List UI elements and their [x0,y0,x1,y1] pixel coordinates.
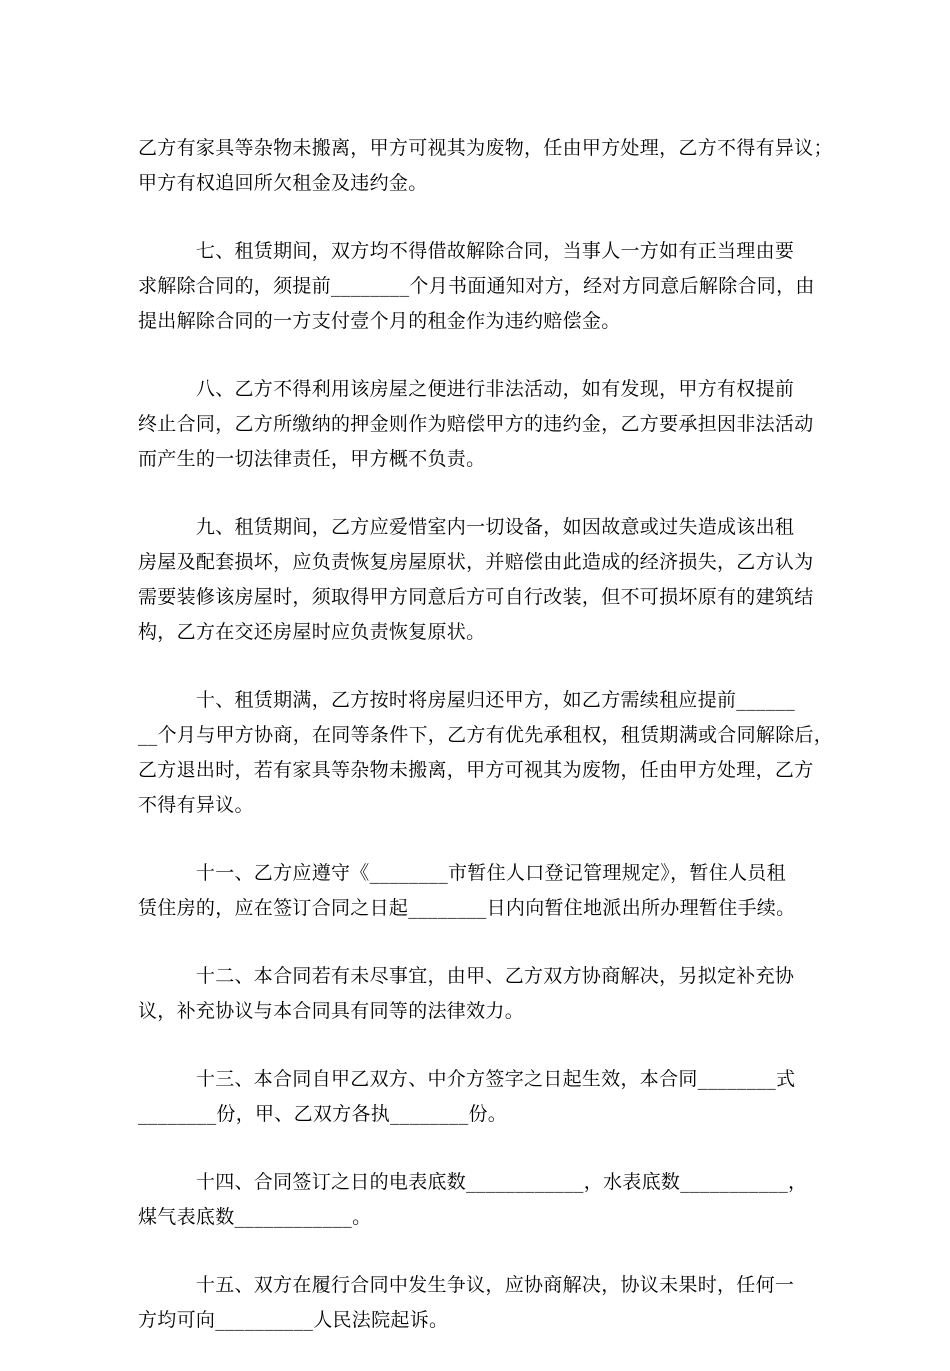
paragraph-continuation [138,131,833,201]
text-line: 八、乙方不得利用该房屋之便进行非法活动，如有发现，甲方有权提前 [138,378,795,400]
text-line: 十、租赁期满，乙方按时将房屋归还甲方，如乙方需续租应提前______ [138,689,796,711]
text-line: 七、租赁期间，双方均不得借故解除合同，当事人一方如有正当理由要 [138,240,795,262]
clause-11 [138,856,828,926]
text-line: 乙方有家具等杂物未搬离，甲方可视其为废物，任由甲方处理，乙方不得有异议； [138,137,833,159]
clause-12 [138,959,828,1029]
text-line: 十一、乙方应遵守《________市暂住人口登记管理规定》，暂住人员租 [138,862,786,884]
text-line: 议，补充协议与本合同具有同等的法律效力。 [138,1000,525,1022]
text-line: 方均可向__________人民法院起诉。 [138,1309,449,1331]
text-line: 构，乙方在交还房屋时应负责恢复原状。 [138,621,486,643]
text-line: 九、租赁期间，乙方应爱惜室内一切设备，如因故意或过失造成该出租 [138,516,795,538]
clause-9 [138,510,828,650]
text-line: 而产生的一切法律责任，甲方概不负责。 [138,448,486,470]
text-line: 房屋及配套损坏，应负责恢复房屋原状，并赔偿由此造成的经济损失，乙方认为 [138,551,814,573]
clause-15 [138,1268,828,1338]
clause-8 [138,372,828,477]
document-body [138,131,834,1371]
clause-7 [138,234,828,339]
text-line: 十二、本合同若有未尽事宜，由甲、乙方双方协商解决，另拟定补充协 [138,965,795,987]
text-line: 煤气表底数____________。 [138,1206,372,1228]
text-line: ________份，甲、乙双方各执________份。 [138,1103,508,1125]
text-line: 需要装修该房屋时，须取得甲方同意后方可自行改装，但不可损坏原有的建筑结 [138,586,814,608]
clause-13 [138,1062,828,1132]
text-line: 十三、本合同自甲乙双方、中介方签字之日起生效，本合同________式 [138,1068,796,1090]
text-line: 求解除合同的，须提前________个月书面通知对方，经对方同意后解除合同，由 [138,275,815,297]
text-line: 提出解除合同的一方支付壹个月的租金作为违约赔偿金。 [138,310,621,332]
text-line: 乙方退出时，若有家具等杂物未搬离，甲方可视其为废物，任由甲方处理，乙方 [138,759,814,781]
clause-10 [138,683,834,823]
text-line: 十四、合同签订之日的电表底数____________，水表底数___________， [138,1171,808,1193]
text-line: 终止合同，乙方所缴纳的押金则作为赔偿甲方的违约金，乙方要承担因非法活动 [138,413,814,435]
text-line: 赁住房的，应在签订合同之日起________日内向暂住地派出所办理暂住手续。 [138,897,796,919]
text-line: 十五、双方在履行合同中发生争议，应协商解决，协议未果时，任何一 [138,1274,795,1296]
clause-14 [138,1165,828,1235]
text-line: 不得有异议。 [138,794,254,816]
text-line: 甲方有权追回所欠租金及违约金。 [138,172,428,194]
text-line: __个月与甲方协商，在同等条件下，乙方有优先承租权，租赁期满或合同解除后， [138,724,834,746]
